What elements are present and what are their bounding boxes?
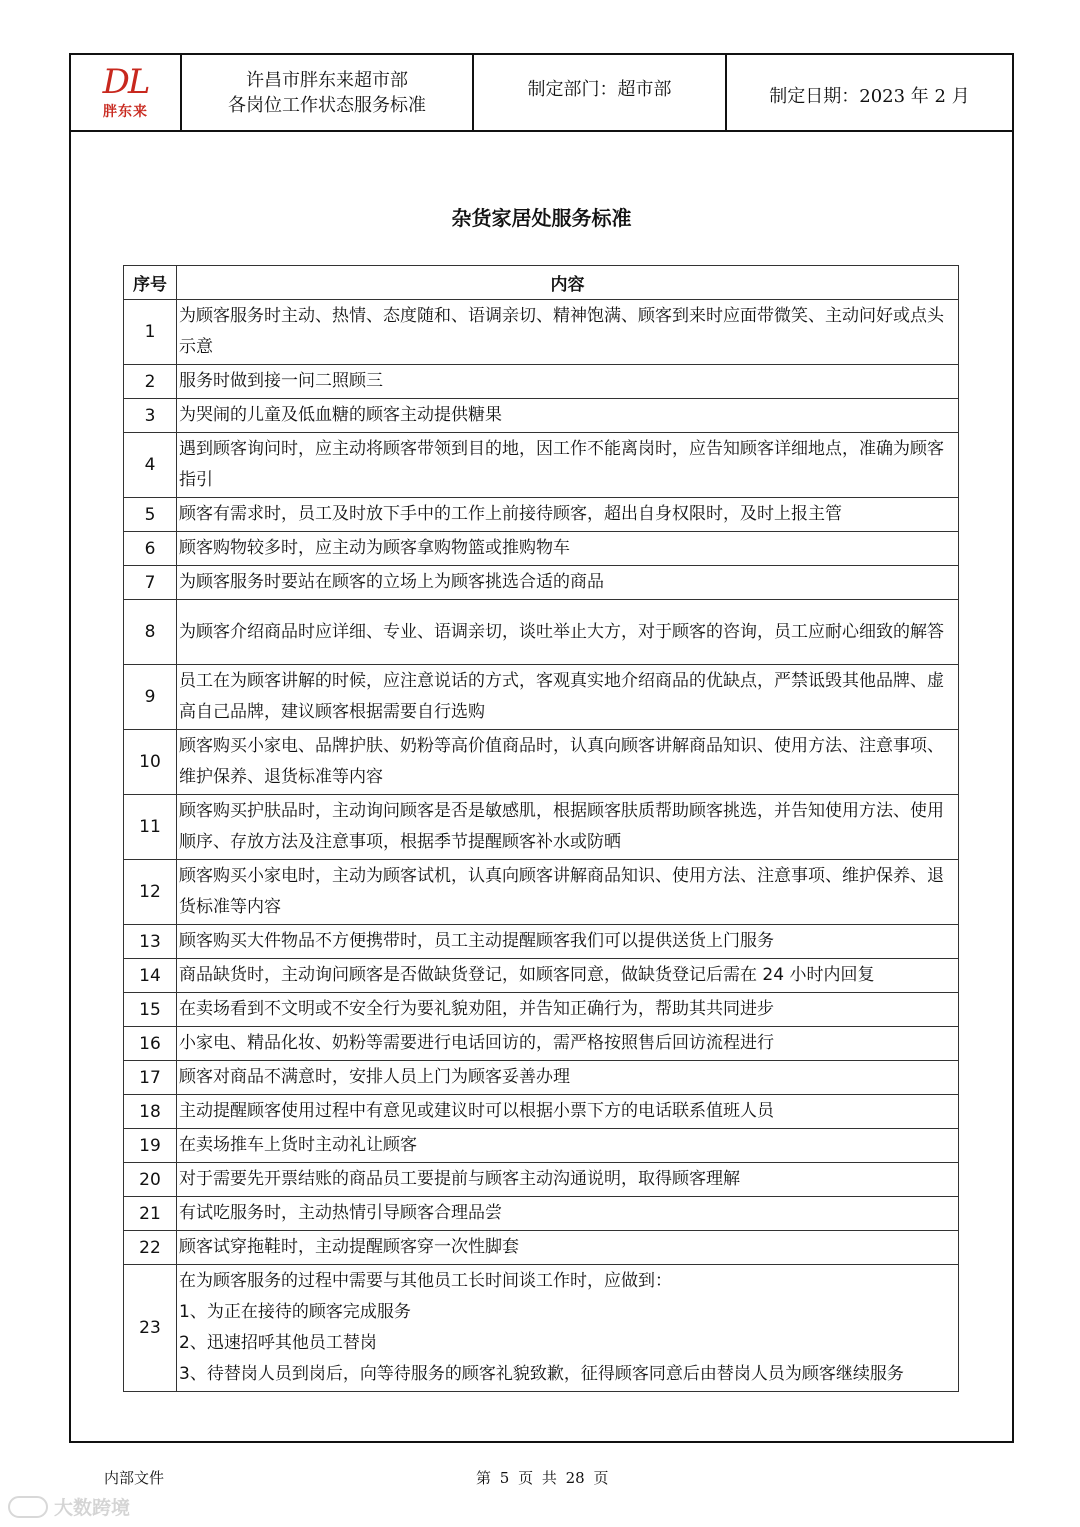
row-number: 12 bbox=[124, 860, 177, 925]
row-content-line: 2、迅速招呼其他员工替岗 bbox=[179, 1333, 377, 1353]
header-title-line2: 各岗位工作状态服务标准 bbox=[228, 94, 426, 116]
row-number: 5 bbox=[124, 498, 177, 532]
row-number: 22 bbox=[124, 1231, 177, 1265]
row-number: 10 bbox=[124, 730, 177, 795]
header-department: 制定部门：超市部 bbox=[474, 55, 727, 130]
table-row bbox=[124, 1061, 959, 1095]
table-row bbox=[124, 1231, 959, 1265]
watermark-logo-icon bbox=[8, 1496, 48, 1518]
row-number: 16 bbox=[124, 1027, 177, 1061]
row-number: 18 bbox=[124, 1095, 177, 1129]
row-content: 小家电、精品化妆、奶粉等需要进行电话回访的，需严格按照售后回访流程进行 bbox=[177, 1027, 959, 1061]
row-content: 在卖场看到不文明或不安全行为要礼貌劝阻，并告知正确行为，帮助其共同进步 bbox=[177, 993, 959, 1027]
row-content: 顾客试穿拖鞋时，主动提醒顾客穿一次性脚套 bbox=[177, 1231, 959, 1265]
row-content: 顾客对商品不满意时，安排人员上门为顾客妥善办理 bbox=[177, 1061, 959, 1095]
table-row bbox=[124, 433, 959, 498]
table-row bbox=[124, 1027, 959, 1061]
row-content bbox=[177, 1265, 959, 1392]
document-frame bbox=[69, 53, 1014, 1443]
row-content: 顾客购买小家电、品牌护肤、奶粉等高价值商品时，认真向顾客讲解商品知识、使用方法、注意事项、维护保养、退货标准等内容 bbox=[177, 730, 959, 795]
table-row bbox=[124, 860, 959, 925]
table-row bbox=[124, 1095, 959, 1129]
table-row bbox=[124, 665, 959, 730]
row-number: 17 bbox=[124, 1061, 177, 1095]
table-row bbox=[124, 993, 959, 1027]
document-title: 杂货家居处服务标准 bbox=[451, 206, 632, 230]
table-row bbox=[124, 365, 959, 399]
row-number: 9 bbox=[124, 665, 177, 730]
row-content: 有试吃服务时，主动热情引导顾客合理品尝 bbox=[177, 1197, 959, 1231]
row-content: 主动提醒顾客使用过程中有意见或建议时可以根据小票下方的电话联系值班人员 bbox=[177, 1095, 959, 1129]
row-content-line: 1、为正在接待的顾客完成服务 bbox=[179, 1302, 411, 1322]
watermark bbox=[8, 1493, 130, 1520]
watermark-text: 大数跨境 bbox=[54, 1497, 131, 1519]
row-number: 3 bbox=[124, 399, 177, 433]
row-content: 顾客购买护肤品时，主动询问顾客是否是敏感肌，根据顾客肤质帮助顾客挑选，并告知使用方法、使用顺序、存放方法及注意事项，根据季节提醒顾客补水或防晒 bbox=[177, 795, 959, 860]
logo-text: 胖东来 bbox=[103, 103, 148, 120]
row-number: 2 bbox=[124, 365, 177, 399]
row-content: 顾客购买大件物品不方便携带时，员工主动提醒顾客我们可以提供送货上门服务 bbox=[177, 925, 959, 959]
standards-table bbox=[123, 265, 959, 1392]
row-content: 为顾客服务时要站在顾客的立场上为顾客挑选合适的商品 bbox=[177, 566, 959, 600]
table-row bbox=[124, 795, 959, 860]
row-content: 顾客购买小家电时，主动为顾客试机，认真向顾客讲解商品知识、使用方法、注意事项、维护保养、退货标准等内容 bbox=[177, 860, 959, 925]
row-number: 20 bbox=[124, 1163, 177, 1197]
table-row bbox=[124, 300, 959, 365]
row-content: 顾客购物较多时，应主动为顾客拿购物篮或推购物车 bbox=[177, 532, 959, 566]
row-number: 8 bbox=[124, 600, 177, 665]
table-row bbox=[124, 1265, 959, 1392]
table-row bbox=[124, 1129, 959, 1163]
row-content: 服务时做到接一问二照顾三 bbox=[177, 365, 959, 399]
header-date: 制定日期：2023 年 2 月 bbox=[769, 85, 970, 107]
row-number: 1 bbox=[124, 300, 177, 365]
footer-internal-label: 内部文件 bbox=[104, 1469, 165, 1487]
row-content-line: 在为顾客服务的过程中需要与其他员工长时间谈工作时，应做到： bbox=[179, 1271, 672, 1291]
table-row bbox=[124, 959, 959, 993]
column-header-content: 内容 bbox=[177, 266, 959, 300]
row-number: 19 bbox=[124, 1129, 177, 1163]
header-band bbox=[71, 55, 1012, 132]
table-row bbox=[124, 600, 959, 665]
logo-mark: DL bbox=[102, 61, 149, 102]
row-content: 员工在为顾客讲解的时候，应注意说话的方式，客观真实地介绍商品的优缺点，严禁诋毁其他品牌、虚高自己品牌，建议顾客根据需要自行选购 bbox=[177, 665, 959, 730]
row-content: 为哭闹的儿童及低血糖的顾客主动提供糖果 bbox=[177, 399, 959, 433]
table-row bbox=[124, 1163, 959, 1197]
row-content-line: 3、待替岗人员到岗后，向等待服务的顾客礼貌致歉，征得顾客同意后由替岗人员为顾客继续服务 bbox=[179, 1364, 904, 1384]
table-row bbox=[124, 1197, 959, 1231]
row-content: 为顾客服务时主动、热情、态度随和、语调亲切、精神饱满、顾客到来时应面带微笑、主动问好或点头示意 bbox=[177, 300, 959, 365]
row-number: 13 bbox=[124, 925, 177, 959]
row-content: 商品缺货时，主动询问顾客是否做缺货登记，如顾客同意，做缺货登记后需在 24 小时内回复 bbox=[177, 959, 959, 993]
table-row bbox=[124, 532, 959, 566]
row-content: 在卖场推车上货时主动礼让顾客 bbox=[177, 1129, 959, 1163]
row-number: 11 bbox=[124, 795, 177, 860]
table-row bbox=[124, 566, 959, 600]
row-number: 4 bbox=[124, 433, 177, 498]
row-content: 遇到顾客询问时，应主动将顾客带领到目的地，因工作不能离岗时，应告知顾客详细地点，准确为顾客指引 bbox=[177, 433, 959, 498]
row-number: 14 bbox=[124, 959, 177, 993]
row-number: 6 bbox=[124, 532, 177, 566]
row-content: 对于需要先开票结账的商品员工要提前与顾客主动沟通说明，取得顾客理解 bbox=[177, 1163, 959, 1197]
row-number: 7 bbox=[124, 566, 177, 600]
header-title bbox=[182, 55, 474, 130]
logo bbox=[71, 55, 182, 130]
row-number: 23 bbox=[124, 1265, 177, 1392]
footer-page-number: 第 5 页 共 28 页 bbox=[476, 1469, 609, 1487]
table-row bbox=[124, 498, 959, 532]
row-number: 15 bbox=[124, 993, 177, 1027]
row-content: 为顾客介绍商品时应详细、专业、语调亲切，谈吐举止大方，对于顾客的咨询，员工应耐心细致的解答 bbox=[177, 600, 959, 665]
column-header-no: 序号 bbox=[124, 266, 177, 300]
table-row bbox=[124, 925, 959, 959]
row-content: 顾客有需求时，员工及时放下手中的工作上前接待顾客，超出自身权限时，及时上报主管 bbox=[177, 498, 959, 532]
header-title-line1: 许昌市胖东来超市部 bbox=[246, 69, 408, 91]
table-row bbox=[124, 399, 959, 433]
table-row bbox=[124, 730, 959, 795]
row-number: 21 bbox=[124, 1197, 177, 1231]
